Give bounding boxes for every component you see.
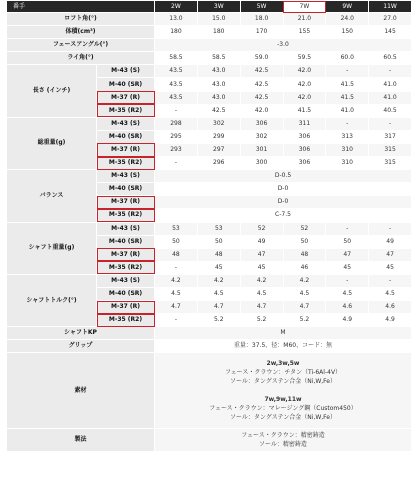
- cell: 40.5: [369, 104, 412, 117]
- header-club: 9W: [326, 1, 369, 13]
- cell: 53: [197, 222, 240, 235]
- cell: C-7.5: [155, 209, 412, 222]
- material-group1-line1: フェース・クラウン：チタン（Ti-6Al-4V）: [224, 369, 342, 377]
- cell: 310: [326, 143, 369, 156]
- cell: 4.5: [240, 287, 283, 300]
- cell: -: [369, 222, 412, 235]
- cell: 297: [197, 143, 240, 156]
- cell: D-0: [155, 196, 412, 209]
- cell: 4.9: [326, 314, 369, 327]
- table-row: [7, 13, 412, 26]
- row-label: 製法: [7, 429, 155, 452]
- cell: 43.5: [155, 78, 198, 91]
- cell: 43.5: [155, 91, 198, 104]
- cell: 47: [369, 248, 412, 261]
- material-group2-line1: フェース・クラウン：マレージング鋼（Custom450）: [209, 405, 357, 413]
- table-row: [7, 327, 412, 340]
- table-row: [7, 52, 412, 65]
- cell: 4.2: [240, 274, 283, 287]
- shaft-label: M-40 (SR): [97, 287, 155, 300]
- cell: 302: [197, 117, 240, 130]
- cell: -: [326, 117, 369, 130]
- cell: 170: [240, 26, 283, 39]
- shaft-label-highlighted: M-37 (R): [97, 91, 155, 104]
- cell: D-0.5: [155, 170, 412, 183]
- cell: 4.5: [197, 287, 240, 300]
- cell: 24.0: [326, 13, 369, 26]
- cell: 49: [240, 235, 283, 248]
- table-row: [7, 117, 412, 130]
- cell: 46: [283, 261, 326, 274]
- table-row: [7, 170, 412, 183]
- cell: 295: [155, 130, 198, 143]
- cell: 310: [326, 157, 369, 170]
- cell: 4.6: [326, 301, 369, 314]
- manufacturing-cell: [155, 429, 412, 452]
- cell: 43.0: [197, 65, 240, 78]
- cell: -: [369, 65, 412, 78]
- cell: 317: [369, 130, 412, 143]
- cell: 298: [155, 117, 198, 130]
- row-label: 素材: [7, 353, 155, 429]
- manufacturing-text: [155, 429, 411, 451]
- shaft-label-highlighted: M-35 (R2): [97, 314, 155, 327]
- shaft-label: M-43 (S): [97, 117, 155, 130]
- row-label: シャフトトルク(°): [7, 274, 97, 326]
- table-row: [7, 39, 412, 52]
- cell: 315: [369, 143, 412, 156]
- shaft-label-highlighted: M-35 (R2): [97, 157, 155, 170]
- cell: 180: [197, 26, 240, 39]
- cell: 27.0: [369, 13, 412, 26]
- cell: 43.0: [197, 78, 240, 91]
- shaft-label: M-40 (SR): [97, 183, 155, 196]
- cell: 315: [369, 157, 412, 170]
- cell: 45: [369, 261, 412, 274]
- cell: 41.0: [369, 91, 412, 104]
- cell: -: [326, 65, 369, 78]
- shaft-label: M-43 (S): [97, 170, 155, 183]
- cell: 42.5: [240, 65, 283, 78]
- cell: 48: [197, 248, 240, 261]
- cell: 50: [155, 235, 198, 248]
- cell: 18.0: [240, 13, 283, 26]
- row-label: 体積(cm³): [7, 26, 155, 39]
- cell: 306: [283, 130, 326, 143]
- cell: 4.7: [197, 301, 240, 314]
- shaft-label: M-43 (S): [97, 222, 155, 235]
- material-group1-line2: ソール：タングステン合金（Ni,W,Fe）: [230, 378, 336, 386]
- cell: 41.5: [326, 78, 369, 91]
- cell: 60.5: [369, 52, 412, 65]
- cell: -: [326, 222, 369, 235]
- table-row: [7, 26, 412, 39]
- material-text: [155, 357, 411, 424]
- row-label: グリップ: [7, 340, 155, 353]
- table-row: [7, 65, 412, 78]
- cell: 47: [326, 248, 369, 261]
- shaft-label-highlighted: M-37 (R): [97, 143, 155, 156]
- table-row: [7, 353, 412, 429]
- table-row: [7, 222, 412, 235]
- row-label: フェースアングル(°): [7, 39, 155, 52]
- header-label: 番手: [7, 1, 155, 13]
- cell: 311: [283, 117, 326, 130]
- shaft-label: M-40 (SR): [97, 235, 155, 248]
- cell: 4.9: [369, 314, 412, 327]
- cell: 52: [283, 222, 326, 235]
- cell: 300: [240, 157, 283, 170]
- material-group1-title: 2w,3w,5w: [266, 360, 300, 368]
- cell: 50: [326, 235, 369, 248]
- table-header: [7, 1, 412, 13]
- row-label: シャフト重量(g): [7, 222, 97, 274]
- cell: 4.2: [155, 274, 198, 287]
- cell: 293: [155, 143, 198, 156]
- cell: 4.5: [283, 287, 326, 300]
- cell: 4.5: [369, 287, 412, 300]
- cell: 4.5: [155, 287, 198, 300]
- cell: 45: [240, 261, 283, 274]
- header-club: 3W: [197, 1, 240, 13]
- cell: 48: [283, 248, 326, 261]
- cell: 180: [155, 26, 198, 39]
- header-club: 2W: [155, 1, 198, 13]
- cell: 4.2: [197, 274, 240, 287]
- manufacturing-line1: フェース・クラウン：精密鋳造: [241, 432, 325, 440]
- cell: 43.0: [197, 91, 240, 104]
- cell: M: [155, 327, 412, 340]
- cell: 296: [197, 157, 240, 170]
- cell: 49: [369, 235, 412, 248]
- cell: 306: [283, 157, 326, 170]
- cell: D-0: [155, 183, 412, 196]
- cell: 52: [240, 222, 283, 235]
- cell: 5.2: [240, 314, 283, 327]
- shaft-label-highlighted: M-37 (R): [97, 301, 155, 314]
- table-row: [7, 274, 412, 287]
- cell: 4.7: [240, 301, 283, 314]
- cell: -: [369, 117, 412, 130]
- cell: 48: [155, 248, 198, 261]
- header-club-highlighted: 7W: [283, 1, 326, 13]
- cell: 50: [283, 235, 326, 248]
- shaft-label-highlighted: M-35 (R2): [97, 261, 155, 274]
- cell: 313: [326, 130, 369, 143]
- cell: 5.2: [197, 314, 240, 327]
- cell: 13.0: [155, 13, 198, 26]
- cell: 42.0: [240, 104, 283, 117]
- cell: 58.5: [155, 52, 198, 65]
- cell: 306: [240, 117, 283, 130]
- header-club: 11W: [369, 1, 412, 13]
- shaft-label-highlighted: M-37 (R): [97, 248, 155, 261]
- cell: 145: [369, 26, 412, 39]
- cell: 50: [197, 235, 240, 248]
- cell: 45: [326, 261, 369, 274]
- shaft-label: M-40 (SR): [97, 130, 155, 143]
- cell: 150: [326, 26, 369, 39]
- table-row: [7, 429, 412, 452]
- cell: -3.0: [155, 39, 412, 52]
- cell: -: [326, 274, 369, 287]
- row-label: 総重量(g): [7, 117, 97, 169]
- material-group2-line2: ソール：タングステン合金（Ni,W,Fe）: [230, 414, 336, 422]
- cell: 58.5: [197, 52, 240, 65]
- shaft-label: M-43 (S): [97, 65, 155, 78]
- header-club: 5W: [240, 1, 283, 13]
- cell: 60.0: [326, 52, 369, 65]
- cell: 重量：37.5、径：M60、コード：無: [155, 340, 412, 353]
- cell: 59.0: [240, 52, 283, 65]
- cell: -: [155, 261, 198, 274]
- cell: 42.5: [240, 91, 283, 104]
- table-row: [7, 340, 412, 353]
- row-label: バランス: [7, 170, 97, 222]
- shaft-label: M-40 (SR): [97, 78, 155, 91]
- row-label: ロフト角(°): [7, 13, 155, 26]
- cell: 41.5: [283, 104, 326, 117]
- spec-table: [6, 0, 412, 452]
- cell: 42.5: [197, 104, 240, 117]
- cell: 41.5: [326, 91, 369, 104]
- cell: 53: [155, 222, 198, 235]
- cell: 42.5: [240, 78, 283, 91]
- shaft-label-highlighted: M-35 (R2): [97, 209, 155, 222]
- cell: 43.5: [155, 65, 198, 78]
- cell: 4.7: [155, 301, 198, 314]
- shaft-label-highlighted: M-35 (R2): [97, 104, 155, 117]
- cell: 15.0: [197, 13, 240, 26]
- cell: -: [155, 104, 198, 117]
- cell: 59.5: [283, 52, 326, 65]
- cell: 4.7: [283, 301, 326, 314]
- cell: 306: [283, 143, 326, 156]
- cell: 4.2: [283, 274, 326, 287]
- cell: 4.6: [369, 301, 412, 314]
- cell: 299: [197, 130, 240, 143]
- row-label: 長さ (インチ): [7, 65, 97, 117]
- cell: 4.5: [326, 287, 369, 300]
- cell: 41.0: [326, 104, 369, 117]
- cell: -: [155, 314, 198, 327]
- manufacturing-line2: ソール：精密鋳造: [259, 441, 307, 449]
- cell: 42.0: [283, 78, 326, 91]
- material-group2-title: 7w,9w,11w: [264, 396, 302, 404]
- cell: 302: [240, 130, 283, 143]
- cell: -: [369, 274, 412, 287]
- cell: 45: [197, 261, 240, 274]
- cell: 21.0: [283, 13, 326, 26]
- cell: 41.0: [369, 78, 412, 91]
- cell: 5.2: [283, 314, 326, 327]
- material-cell: [155, 353, 412, 429]
- cell: 155: [283, 26, 326, 39]
- cell: -: [155, 157, 198, 170]
- cell: 47: [240, 248, 283, 261]
- cell: 42.0: [283, 65, 326, 78]
- shaft-label: M-43 (S): [97, 274, 155, 287]
- cell: 301: [240, 143, 283, 156]
- row-label: ライ角(°): [7, 52, 155, 65]
- row-label: シャフトKP: [7, 327, 155, 340]
- cell: 42.0: [283, 91, 326, 104]
- shaft-label-highlighted: M-37 (R): [97, 196, 155, 209]
